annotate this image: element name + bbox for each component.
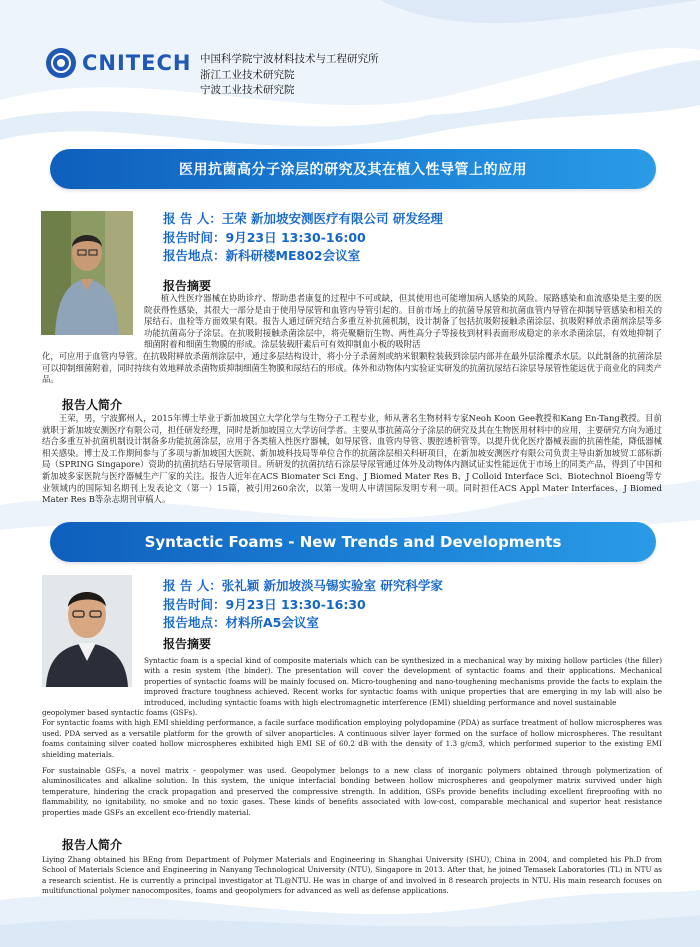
place-line: 报告地点：新科研楼ME802会议室 [163, 248, 361, 263]
abstract-paragraph: 植入性医疗器械在协助诊疗、帮助患者康复的过程中不可或缺，但其使用也可能增加病人感染的风险。尿路感染和血流感染是主要的医院获得性感染，其很大一部分是由于使用导尿管和血管内导管引起的。目前市场上的抗菌导尿管和抗菌血管内导管在抑制导管感染和相关的尿结石、血栓等方面效果有限。报告人通过研究结合多重互补抗菌机制，设计制备了包括抗吸附接触杀菌涂层、抗吸附释放杀菌剂涂层等多功能抗菌高分子涂层。在抗吸附接触杀菌涂层中，将壳聚糖衍生物、两性高分子等接枝到材料表面形成稳定的亲水杀菌涂层，有效地抑制了细菌附着和细菌生物膜的形成。涂层装载肝素后可有效抑制血小板的吸附活 [144, 293, 662, 350]
abstract-paragraph: For sustainable GSFs, a novel matrix - geopolymer was used. Geopolymer belongs to a new class of inorganic polymers obtained through polymerization of aluminosilicates and alkaline solution. In this system, the unique interfacial bonding between hollow microspheres and geopolymer matrix survived under high temperature, hindering the crack propagation and preserved the compressive strength. In addition, GSFs provide benefits including excellent fireproofing with no flammability, no ignitability, no smoke and no toxic gases. These kinds of benefits associated with low-cost, comparable mechanical and superior heat resistance properties made GSFs an excellent eco-friendly material. [42, 766, 662, 817]
talk1-bio [42, 413, 662, 506]
talk1-title-banner: 医用抗菌高分子涂层的研究及其在植入性导管上的应用 [50, 149, 656, 189]
talk2-abstract [42, 656, 662, 818]
talk1-abstract [42, 293, 662, 386]
institution-list [200, 52, 379, 99]
abstract-paragraph: For syntactic foams with high EMI shielding performance, a facile surface modification employing polydopamine (PDA) as surface treatment of hollow microspheres was used. PDA served as a versatile platform for the growth of silver anoparticles. A continuous silver layer formed on the surface of hollow microspheres. The resultant foams containing silver coated hollow microspheres exhibited high EMI SE of 60.2 dB with the density of 1.3 g/cm3, which performed superior to the existing EMI shielding materials. [42, 718, 662, 759]
abstract-paragraph: 化，可应用于血管内导管。在抗吸附释放杀菌剂涂层中，通过多层结构设计，将小分子杀菌剂或纳米银颗粒装载到涂层内部并在最外层涂覆杀水层。以此制备的抗菌涂层可以抑制细菌附着，同时持续有效地释放杀菌物质抑制细菌生物膜和尿结石的形成。体外和动物体内实验证实研发的抗菌抗尿结石涂层导尿管性能远优于商业化的同类产品。 [42, 350, 662, 385]
cnitech-logo-icon [46, 48, 76, 78]
talk2-speaker-info [163, 577, 443, 633]
time-line: 报告时间：9月23日 13:30-16:30 [163, 596, 366, 612]
institution-name: 宁波工业技术研究院 [200, 84, 295, 96]
speaker-line: 报 告 人：王荣 新加坡安测医疗有限公司 研发经理 [163, 211, 443, 226]
talk2-abstract-heading: 报告摘要 [163, 637, 212, 651]
abstract-paragraph: Syntactic foam is a special kind of composite materials which can be synthesized in a mechanical way by mixing hollow particles (the filler) with a resin system (the binder). The presentation will cover the development of syntactic foams and their applications. Mechanical properties of syntactic foams will be mainly focused on. Micro-toughening and nano-toughening mechanisms provide the facts to explain the improved fracture toughness achieved. Recent works for syntactic foams with unique properties that are emerging in my lab will also be introduced, including syntactic foams with high electromagnetic interference (EMI) shielding performance and novel sustainable [144, 656, 662, 707]
talk1-abstract-heading: 报告摘要 [163, 279, 212, 293]
talk1-bio-heading: 报告人简介 [62, 398, 123, 412]
time-line: 报告时间：9月23日 13:30-16:00 [163, 229, 366, 245]
talk2-title-banner: Syntactic Foams - New Trends and Developments [50, 522, 656, 562]
talk2-bio-heading: 报告人简介 [62, 838, 123, 852]
place-line: 报告地点：材料所A5会议室 [163, 615, 319, 630]
institution-name: 中国科学院宁波材料技术与工程研究所 [200, 53, 379, 65]
bio-paragraph: 王荣，男，宁波鄞州人，2015年博士毕业于新加坡国立大学化学与生物分子工程专业，师从著名生物材料专家Neoh Koon Gee教授和Kang En-Tang教授。目前就职于新加坡安测医疗有限公司，担任研发经理，同时是新加坡国立大学访问学者。主要从事抗菌高分子涂层的研究及其在生物医用材料中的应用，主要研究方向为通过结合多重互补抗菌机制设计制备多功能抗菌涂层，应用于各类植入性医疗器械，如导尿管、血管内导管、腹腔透析管等，以提升优化医疗器械表面的抗菌性能，降低器械相关感染。博士及工作期间参与了多项与新加坡国大医院、新加坡科技局等单位合作的抗菌涂层相关科研项目，在新加坡安测医疗有限公司负责主导由新加坡贸工部标新局（SPRING Singapore）资助的抗菌抗结石导尿管项目。所研发的抗菌抗结石涂层导尿管通过体外及动物体内测试证实性能远优于市场上的同类产品，得到了中国和新加坡多家医院与医疗器械生产厂家的关注。报告人近年在ACS Biomater Sci Eng、J Biomed Mater Res B、J Colloid Interface Sci、Biotechnol Bioeng等专业领域内的国际知名期刊上发表论文（第一）15篇，被引用260余次，以第一发明人申请国际发明专利一项。同时担任ACS Appl Mater Interfaces、J Biomed Mater Res B等杂志期刊审稿人。 [42, 413, 662, 505]
institution-name: 浙江工业技术研究院 [200, 68, 295, 81]
speaker-line: 报 告 人：张礼颖 新加坡淡马锡实验室 研究科学家 [163, 578, 443, 593]
header-logo [46, 48, 191, 78]
abstract-paragraph: geopolymer based syntactic foams (GSFs). [42, 708, 198, 718]
talk2-bio [42, 855, 662, 897]
bio-paragraph: Liying Zhang obtained his BEng from Department of Polymer Materials and Engineering in Shanghai University (SHU), China in 2004, and completed his Ph.D from School of Materials Science and Engineering in Nanyang Technological University (NTU), Singapore in 2013. After that, he joined Temasek Laboratories (TL) in NTU as a research scientist. He is currently a principal investigator at TL@NTU. He was in charge of and involved in 8 research projects in NTU. His main research focuses on multifunctional polymer nanocomposites, foams and geopolymers for advanced as well as defense applications. [42, 855, 662, 896]
logo-text: CNITECH [82, 51, 192, 75]
talk1-speaker-info [163, 210, 443, 266]
